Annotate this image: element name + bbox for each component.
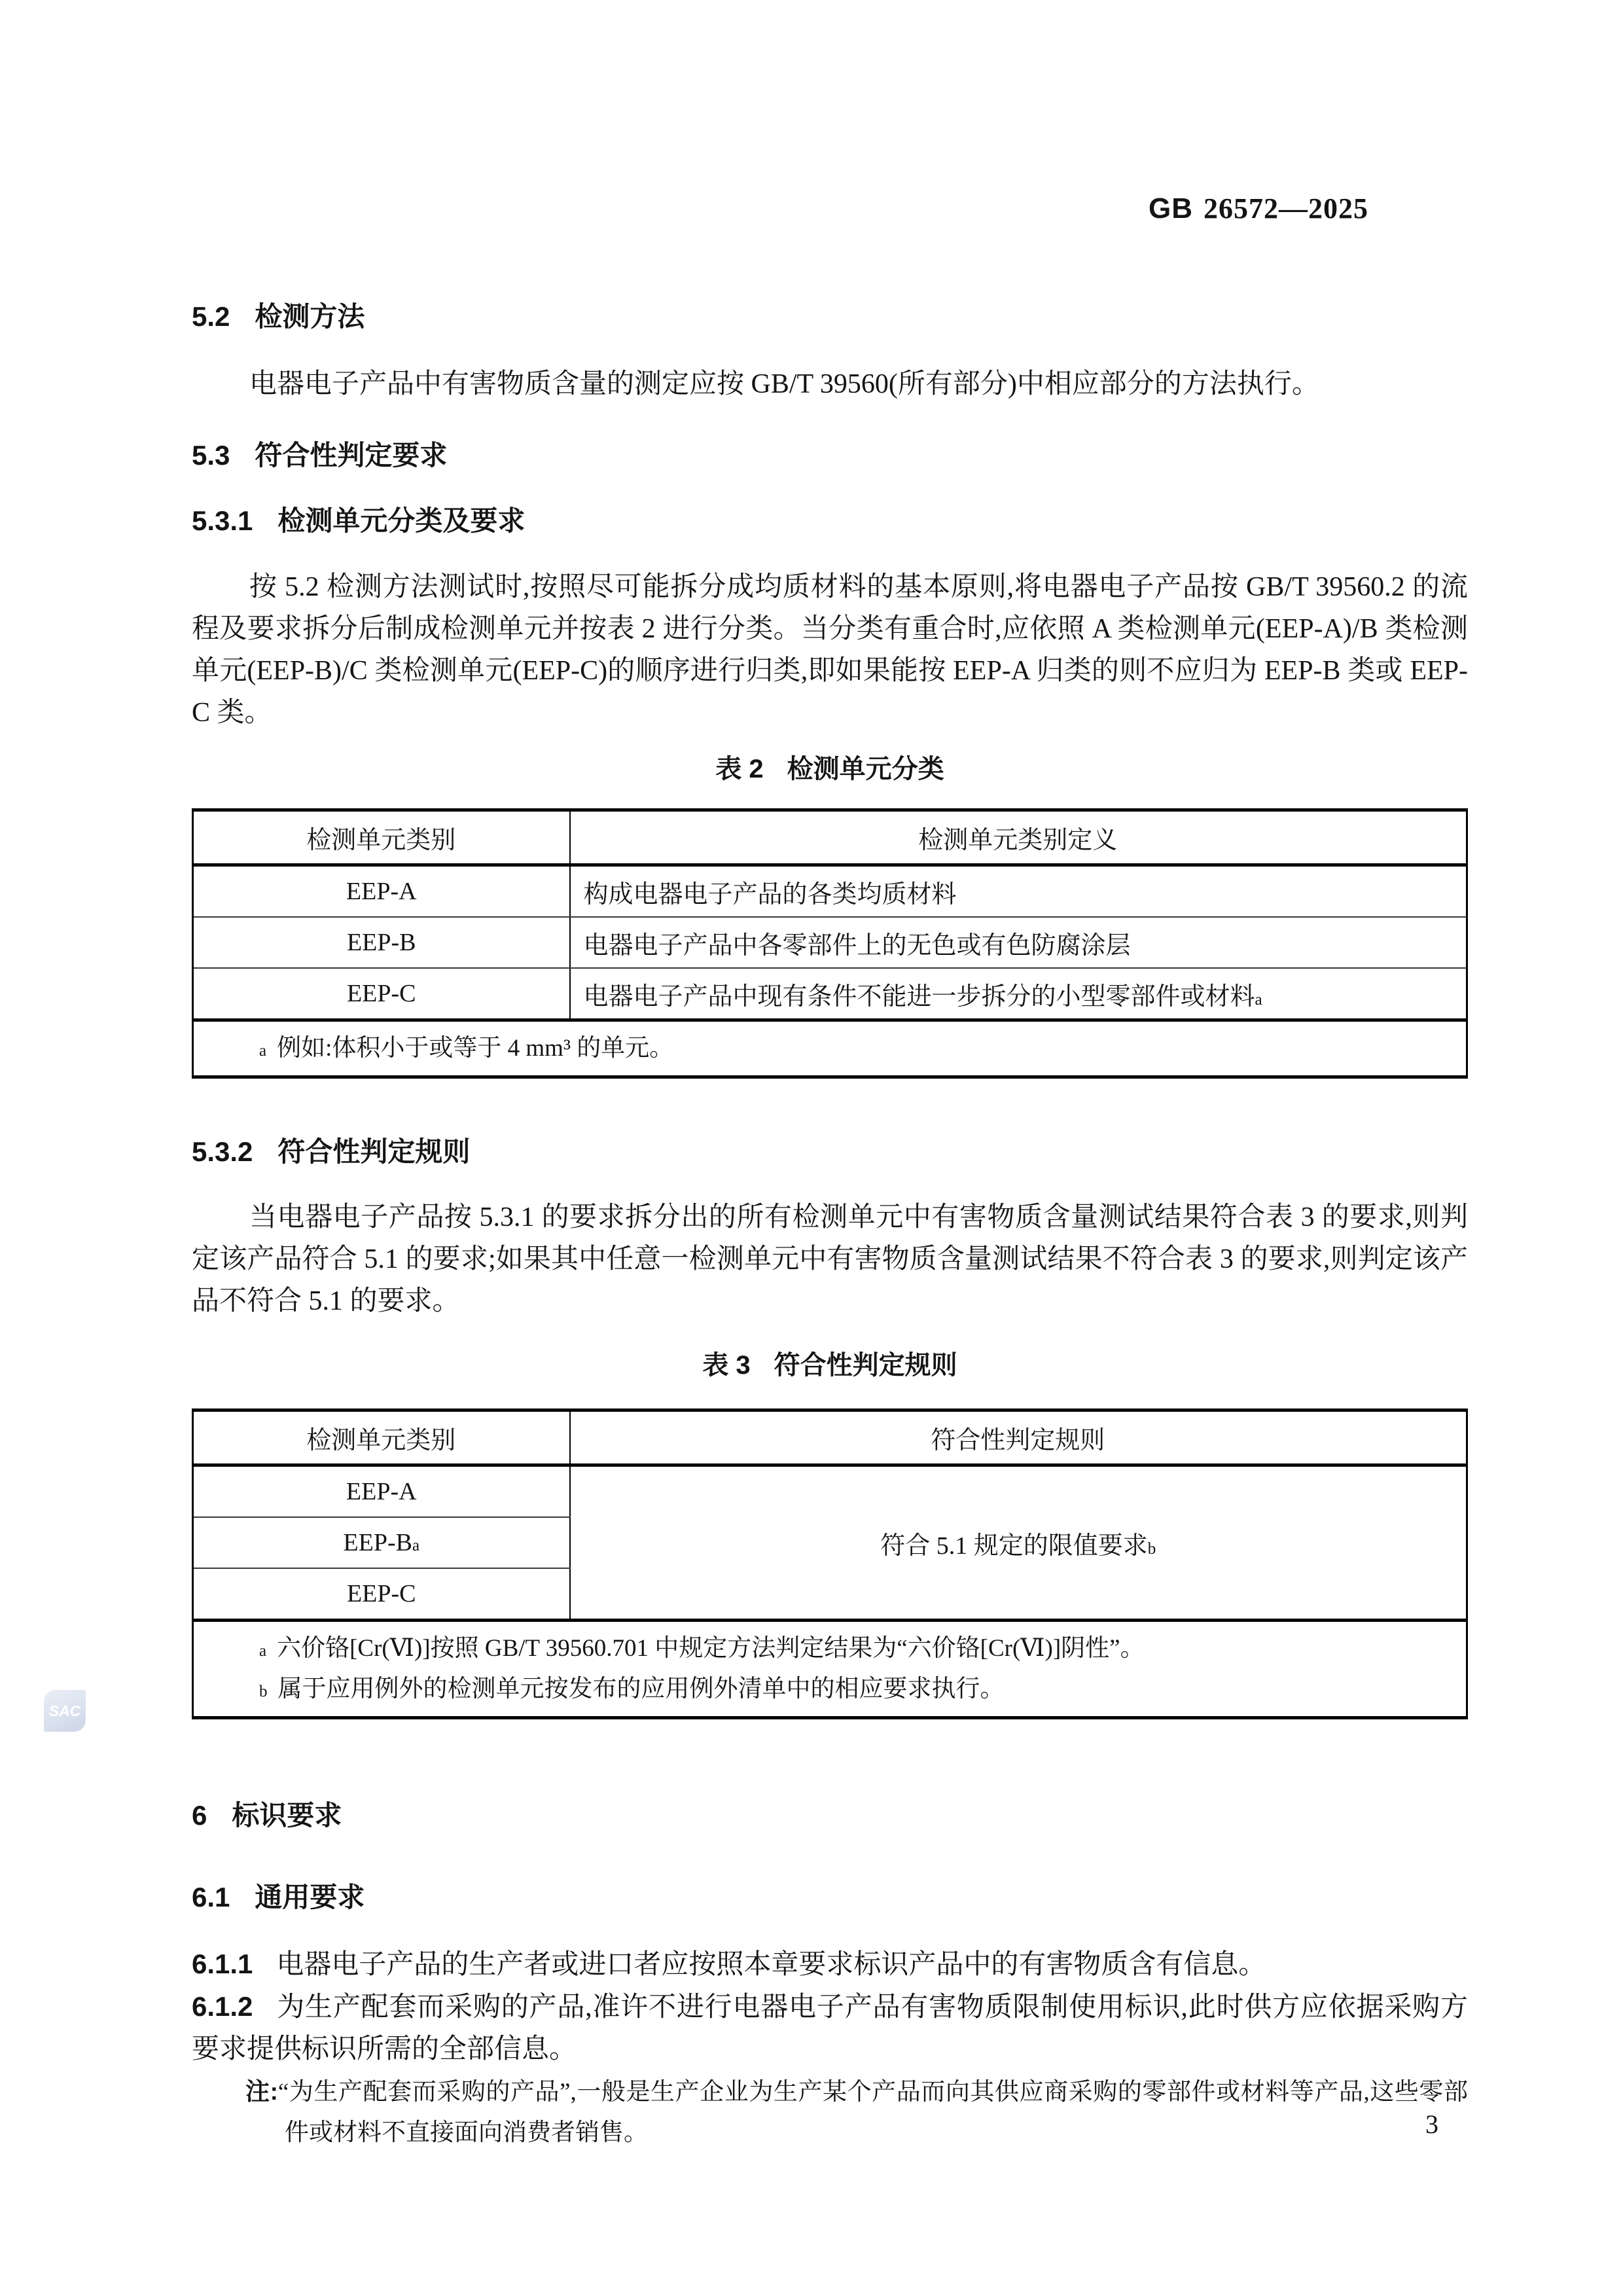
footnote-text: 六价铬[Cr(Ⅵ)]按照 GB/T 39560.701 中规定方法判定结果为“六价铬[Cr(Ⅵ)]阴性”。	[277, 1635, 1145, 1662]
heading-title: 检测方法	[255, 301, 365, 332]
table-2-label: 表 2	[715, 755, 764, 783]
footnote-marker: a	[259, 1042, 267, 1060]
table-3-col1-header: 检测单元类别	[193, 1410, 570, 1465]
heading-title: 符合性判定要求	[255, 440, 448, 471]
rule-text: 符合 5.1 规定的限值要求	[880, 1532, 1148, 1560]
table-3-category-eep-a	[193, 1465, 570, 1518]
page-number: 3	[1425, 2109, 1438, 2139]
heading-5-3	[192, 439, 1468, 472]
table-2-title: 检测单元分类	[787, 755, 944, 783]
standard-number-header	[192, 194, 1468, 223]
sac-logo	[44, 1690, 86, 1732]
table-2-definition-eep-c	[570, 968, 1467, 1020]
clause-number: 6.1.1	[192, 1948, 253, 1979]
table-2-definition-eep-a	[570, 865, 1467, 918]
table-3-category-eep-c	[193, 1568, 570, 1621]
sac-logo-text: SAC	[48, 1702, 81, 1719]
category-text: EEP-C	[346, 1580, 416, 1607]
heading-number: 5.3.1	[192, 505, 253, 536]
footnote-ref: a	[1255, 990, 1262, 1009]
table-3-caption	[192, 1350, 1468, 1381]
table-2-col2-header: 检测单元类别定义	[570, 810, 1467, 865]
table-3-header-row	[193, 1410, 1467, 1465]
footnote-text: 例如:体积小于或等于 4 mm³ 的单元。	[277, 1035, 674, 1062]
table-footnote	[259, 1028, 1440, 1069]
table-footnote	[259, 1628, 1440, 1669]
table-2-header-row	[193, 810, 1467, 865]
table-3-label: 表 3	[702, 1351, 751, 1380]
heading-number: 5.3	[192, 440, 230, 471]
table-2-footnote-cell	[193, 1020, 1467, 1077]
footnote-ref: a	[412, 1537, 420, 1554]
table-2-caption	[192, 753, 1468, 785]
category-text: EEP-A	[346, 1478, 417, 1505]
table-3-footnote-cell	[193, 1621, 1467, 1718]
table-2-category-eep-b: EEP-B	[193, 917, 570, 968]
table-2-definition-eep-b	[570, 917, 1467, 968]
heading-number: 5.2	[192, 301, 230, 332]
definition-text: 构成电器电子产品的各类均质材料	[583, 880, 957, 908]
heading-5-2	[192, 300, 1468, 333]
page-content	[192, 0, 1468, 2153]
table-3-category-eep-b	[193, 1517, 570, 1568]
heading-title: 标识要求	[232, 1800, 342, 1831]
footnote-marker: a	[259, 1642, 267, 1660]
heading-title: 检测单元分类及要求	[277, 505, 526, 536]
heading-6	[192, 1799, 1468, 1832]
paragraph-5-3-2: 当电器电子产品按 5.3.1 的要求拆分出的所有检测单元中有害物质含量测试结果符合表 3 的要求,则判定该产品符合 5.1 的要求;如果其中任意一检测单元中有害物质含量测试结果不符合表 3 的要求,则判定该产品不符合 5.1 的要求。	[192, 1202, 1468, 1316]
note-text: “为生产配套而采购的产品”,一般是生产企业为生产某个产品而向其供应商采购的零部件或材料等产品,这些零部件或材料不直接面向消费者销售。	[277, 2079, 1468, 2146]
standard-number: 26572—2025	[1204, 192, 1368, 224]
table-row	[193, 1465, 1467, 1518]
heading-number: 5.3.2	[192, 1136, 253, 1167]
table-3-col2-header: 符合性判定规则	[570, 1410, 1467, 1465]
note-label: 注:	[245, 2078, 278, 2105]
heading-6-1	[192, 1881, 1468, 1914]
heading-title: 通用要求	[255, 1882, 365, 1912]
paragraph-6-1-1	[192, 1943, 1468, 1986]
table-3-rule-cell	[570, 1465, 1467, 1621]
table-3-footnote-row	[193, 1621, 1467, 1718]
table-2-category-eep-a: EEP-A	[193, 865, 570, 918]
footnote-marker: b	[259, 1683, 268, 1700]
heading-number: 6.1	[192, 1882, 230, 1912]
paragraph-5-3-1: 按 5.2 检测方法测试时,按照尽可能拆分成均质材料的基本原则,将电器电子产品按 GB/T 39560.2 的流程及要求拆分后制成检测单元并按表 2 进行分类。当分类有重合时,应依照 A 类检测单元(EEP-A)/B 类检测单元(EEP-B)/C 类检测单元(EEP-C)的顺序进行归类,即如果能按 EEP-A 归类的则不应归为 EEP-B 类或 EEP-C 类。	[192, 572, 1468, 728]
standard-prefix: GB	[1149, 192, 1193, 224]
paragraph-5-2: 电器电子产品中有害物质含量的测定应按 GB/T 39560(所有部分)中相应部分的方法执行。	[249, 369, 1319, 399]
table-row	[193, 917, 1467, 968]
clause-number: 6.1.2	[192, 1991, 253, 2022]
table-row	[193, 865, 1467, 918]
heading-5-3-1	[192, 505, 1468, 537]
paragraph-6-1-2	[192, 1986, 1468, 2070]
heading-title: 符合性判定规则	[277, 1136, 471, 1167]
category-text: EEP-B	[343, 1529, 412, 1556]
heading-number: 6	[192, 1800, 207, 1831]
table-footnote	[259, 1669, 1440, 1710]
table-2-col1-header: 检测单元类别	[193, 810, 570, 865]
table-2	[192, 808, 1468, 1079]
note-paragraph	[245, 2072, 1468, 2153]
footnote-ref: b	[1147, 1539, 1156, 1558]
definition-text: 电器电子产品中现有条件不能进一步拆分的小型零部件或材料	[583, 982, 1255, 1011]
definition-text: 电器电子产品中各零部件上的无色或有色防腐涂层	[583, 931, 1131, 960]
table-row	[193, 968, 1467, 1020]
table-3	[192, 1408, 1468, 1719]
footnote-text: 属于应用例外的检测单元按发布的应用例外清单中的相应要求执行。	[277, 1676, 1005, 1702]
table-2-footnote-row	[193, 1020, 1467, 1077]
heading-5-3-2	[192, 1136, 1468, 1168]
table-3-title: 符合性判定规则	[774, 1351, 957, 1380]
clause-text: 为生产配套而采购的产品,准许不进行电器电子产品有害物质限制使用标识,此时供方应依据采购方要求提供标识所需的全部信息。	[192, 1992, 1468, 2064]
clause-text: 电器电子产品的生产者或进口者应按照本章要求标识产品中的有害物质含有信息。	[276, 1950, 1266, 1980]
table-2-category-eep-c: EEP-C	[193, 968, 570, 1020]
